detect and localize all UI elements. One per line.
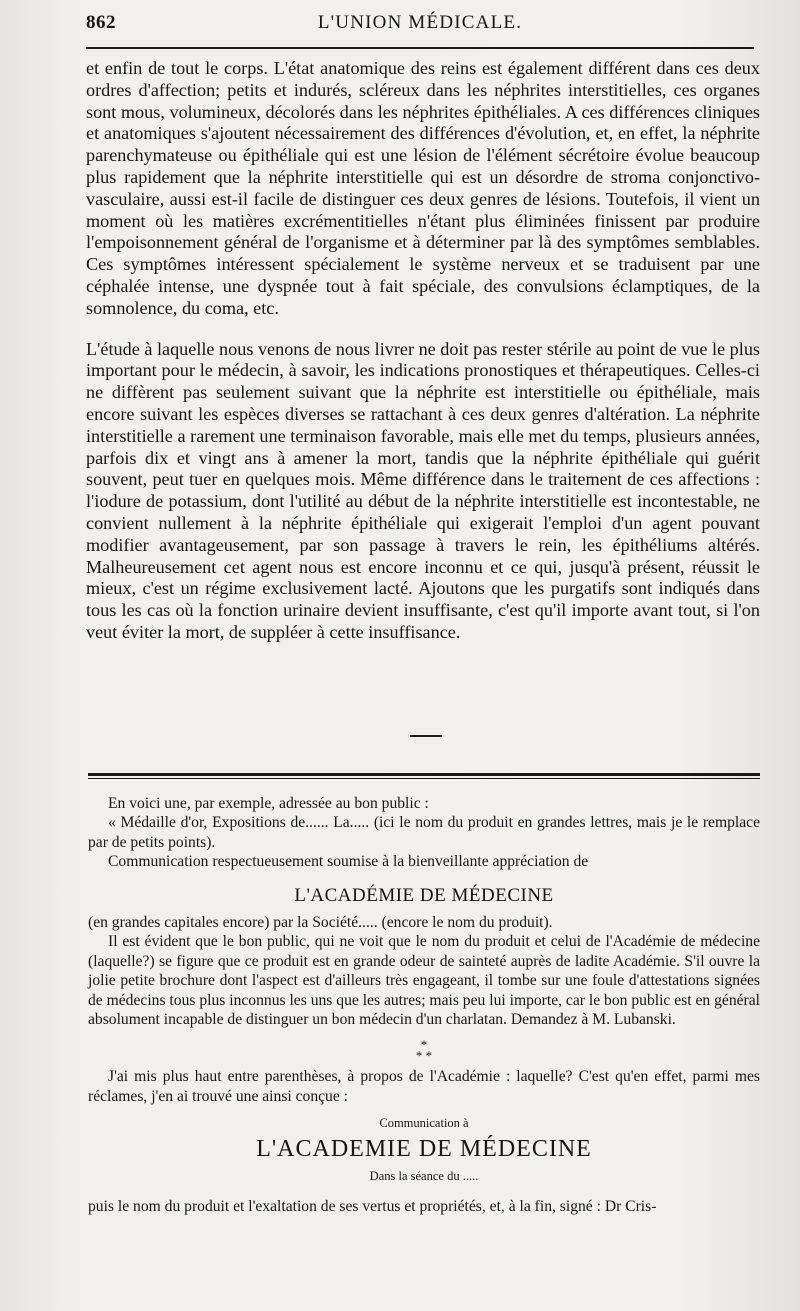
main-article <box>86 58 760 644</box>
academie-heading-1: L'ACADÉMIE DE MÉDECINE <box>294 884 554 906</box>
paragraph-mis: J'ai mis plus haut entre parenthèses, à propos de l'Académie : laquelle? C'est qu'en effet, parmi mes réclames, j'en ai trouvé une ainsi conçue : <box>88 1068 760 1105</box>
feuilleton-intro: En voici une, par exemple, adressée au bon public : <box>108 795 429 812</box>
asterism-top: * <box>420 1037 428 1053</box>
feuilleton-section <box>88 794 760 1216</box>
advertisement-quote: « Médaille d'or, Expositions de...... La..... (ici le nom du produit en grandes lettres, mais je le remplace par de petits points). <box>88 814 760 851</box>
academie-heading-2: L'ACADEMIE DE MÉDECINE <box>256 1135 592 1162</box>
article-paragraph-2: L'étude à laquelle nous venons de nous livrer ne doit pas rester stérile au point de vue le plus important pour le médecin, à savoir, les indications pronostiques et thérapeutiques. Celles-ci ne diffèrent pas seulement suivant que la néphrite est interstitielle ou épithéliale, mais encore suivant les espèces diverses se rattachant à ces deux genres d'altération. La néphrite interstitielle a rarement une terminaison favorable, mais elle met du temps, plusieurs années, parfois dix et vingt ans à amener la mort, tandis que la néphrite épithéliale qui guérit souvent, peut tuer en quelques mois. Même différence dans le traitement de ces affections : l'iodure de potassium, dont l'utilité au début de la néphrite interstitielle est incontestable, ne convient nullement à la néphrite épithéliale qui exigerait l'emploi d'un agent pouvant modifier avantageusement, par son passage à travers le rein, les épithéliums altérés. Malheureusement cet agent nous est encore inconnu et ce qui, jusqu'à présent, réussit le mieux, c'est un régime exclusivement lacté. Ajoutons que les purgatifs sont indiqués dans tous les cas où la fonction urinaire devient insuffisante, c'est qu'il importe avant tout, si l'on veut éviter la mort, de suppléer à cette insuffisance. <box>86 338 761 642</box>
section-end-dash <box>410 735 442 737</box>
feuilleton-divider <box>88 773 760 779</box>
asterism <box>88 1037 760 1064</box>
paragraph-evident: Il est évident que le bon public, qui ne voit que le nom du produit et celui de l'Académie de médecine (laquelle?) se figure que ce produit est en grande odeur de sainteté auprès de ladite Académie. S'il ouvre la jolie petite brochure dont l'aspect est d'ailleurs très engageant, il tombe sur une foule d'attestations signées de médecins tous plus inconnus les uns que les autres; mais peu lui importe, car le bon public est en général absolument incapable de distinguer un bon médecin d'un charlatan. Demandez à M. Lubanski. <box>88 933 760 1029</box>
asterism-bottom: * * <box>415 1048 433 1064</box>
header-rule <box>86 47 754 49</box>
page-number: 862 <box>86 12 116 33</box>
after-heading-line: (en grandes capitales encore) par la Société..... (encore le nom du produit). <box>88 914 553 932</box>
seance-line: Dans la séance du ..... <box>369 1169 479 1184</box>
running-title: L'UNION MÉDICALE. <box>317 12 523 33</box>
page-header <box>86 12 754 38</box>
communication-small: Communication à <box>379 1116 469 1131</box>
last-line: puis le nom du produit et l'exaltation de ses vertus et propriétés, et, à la fin, signé : Dr Cris- <box>88 1197 657 1215</box>
article-paragraph-1: et enfin de tout le corps. L'état anatomique des reins est également différent dans ces deux ordres d'affection; petits et indurés, scléreux dans les néphrites interstitielles, ces organes sont mous, volumineux, décolorés dans les néphrites épithéliales. A ces différences cliniques et anatomiques s'ajoutent nécessairement des différences d'évolution, et, en effet, la néphrite parenchymateuse ou épithéliale qui est une lésion de l'élément sécrétoire évolue beaucoup plus rapidement que la néphrite interstitielle qui est un désordre de stroma conjonctivo-vasculaire, aussi est-il facile de distinguer ces deux genres de lésions. Toutefois, il vient un moment où les matières excrémentitielles n'étant plus éliminées finissent par produire l'empoisonnement général de l'organisme et à déterminer par là des symptômes semblables. Ces symptômes intéressent spécialement le système nerveux et se traduisent par une céphalée intense, une dyspnée tout à fait spéciale, des convulsions éclamptiques, de la somnolence, du coma, etc. <box>86 58 760 318</box>
communication-line: Communication respectueusement soumise à la bienveillante appréciation de <box>108 853 589 871</box>
